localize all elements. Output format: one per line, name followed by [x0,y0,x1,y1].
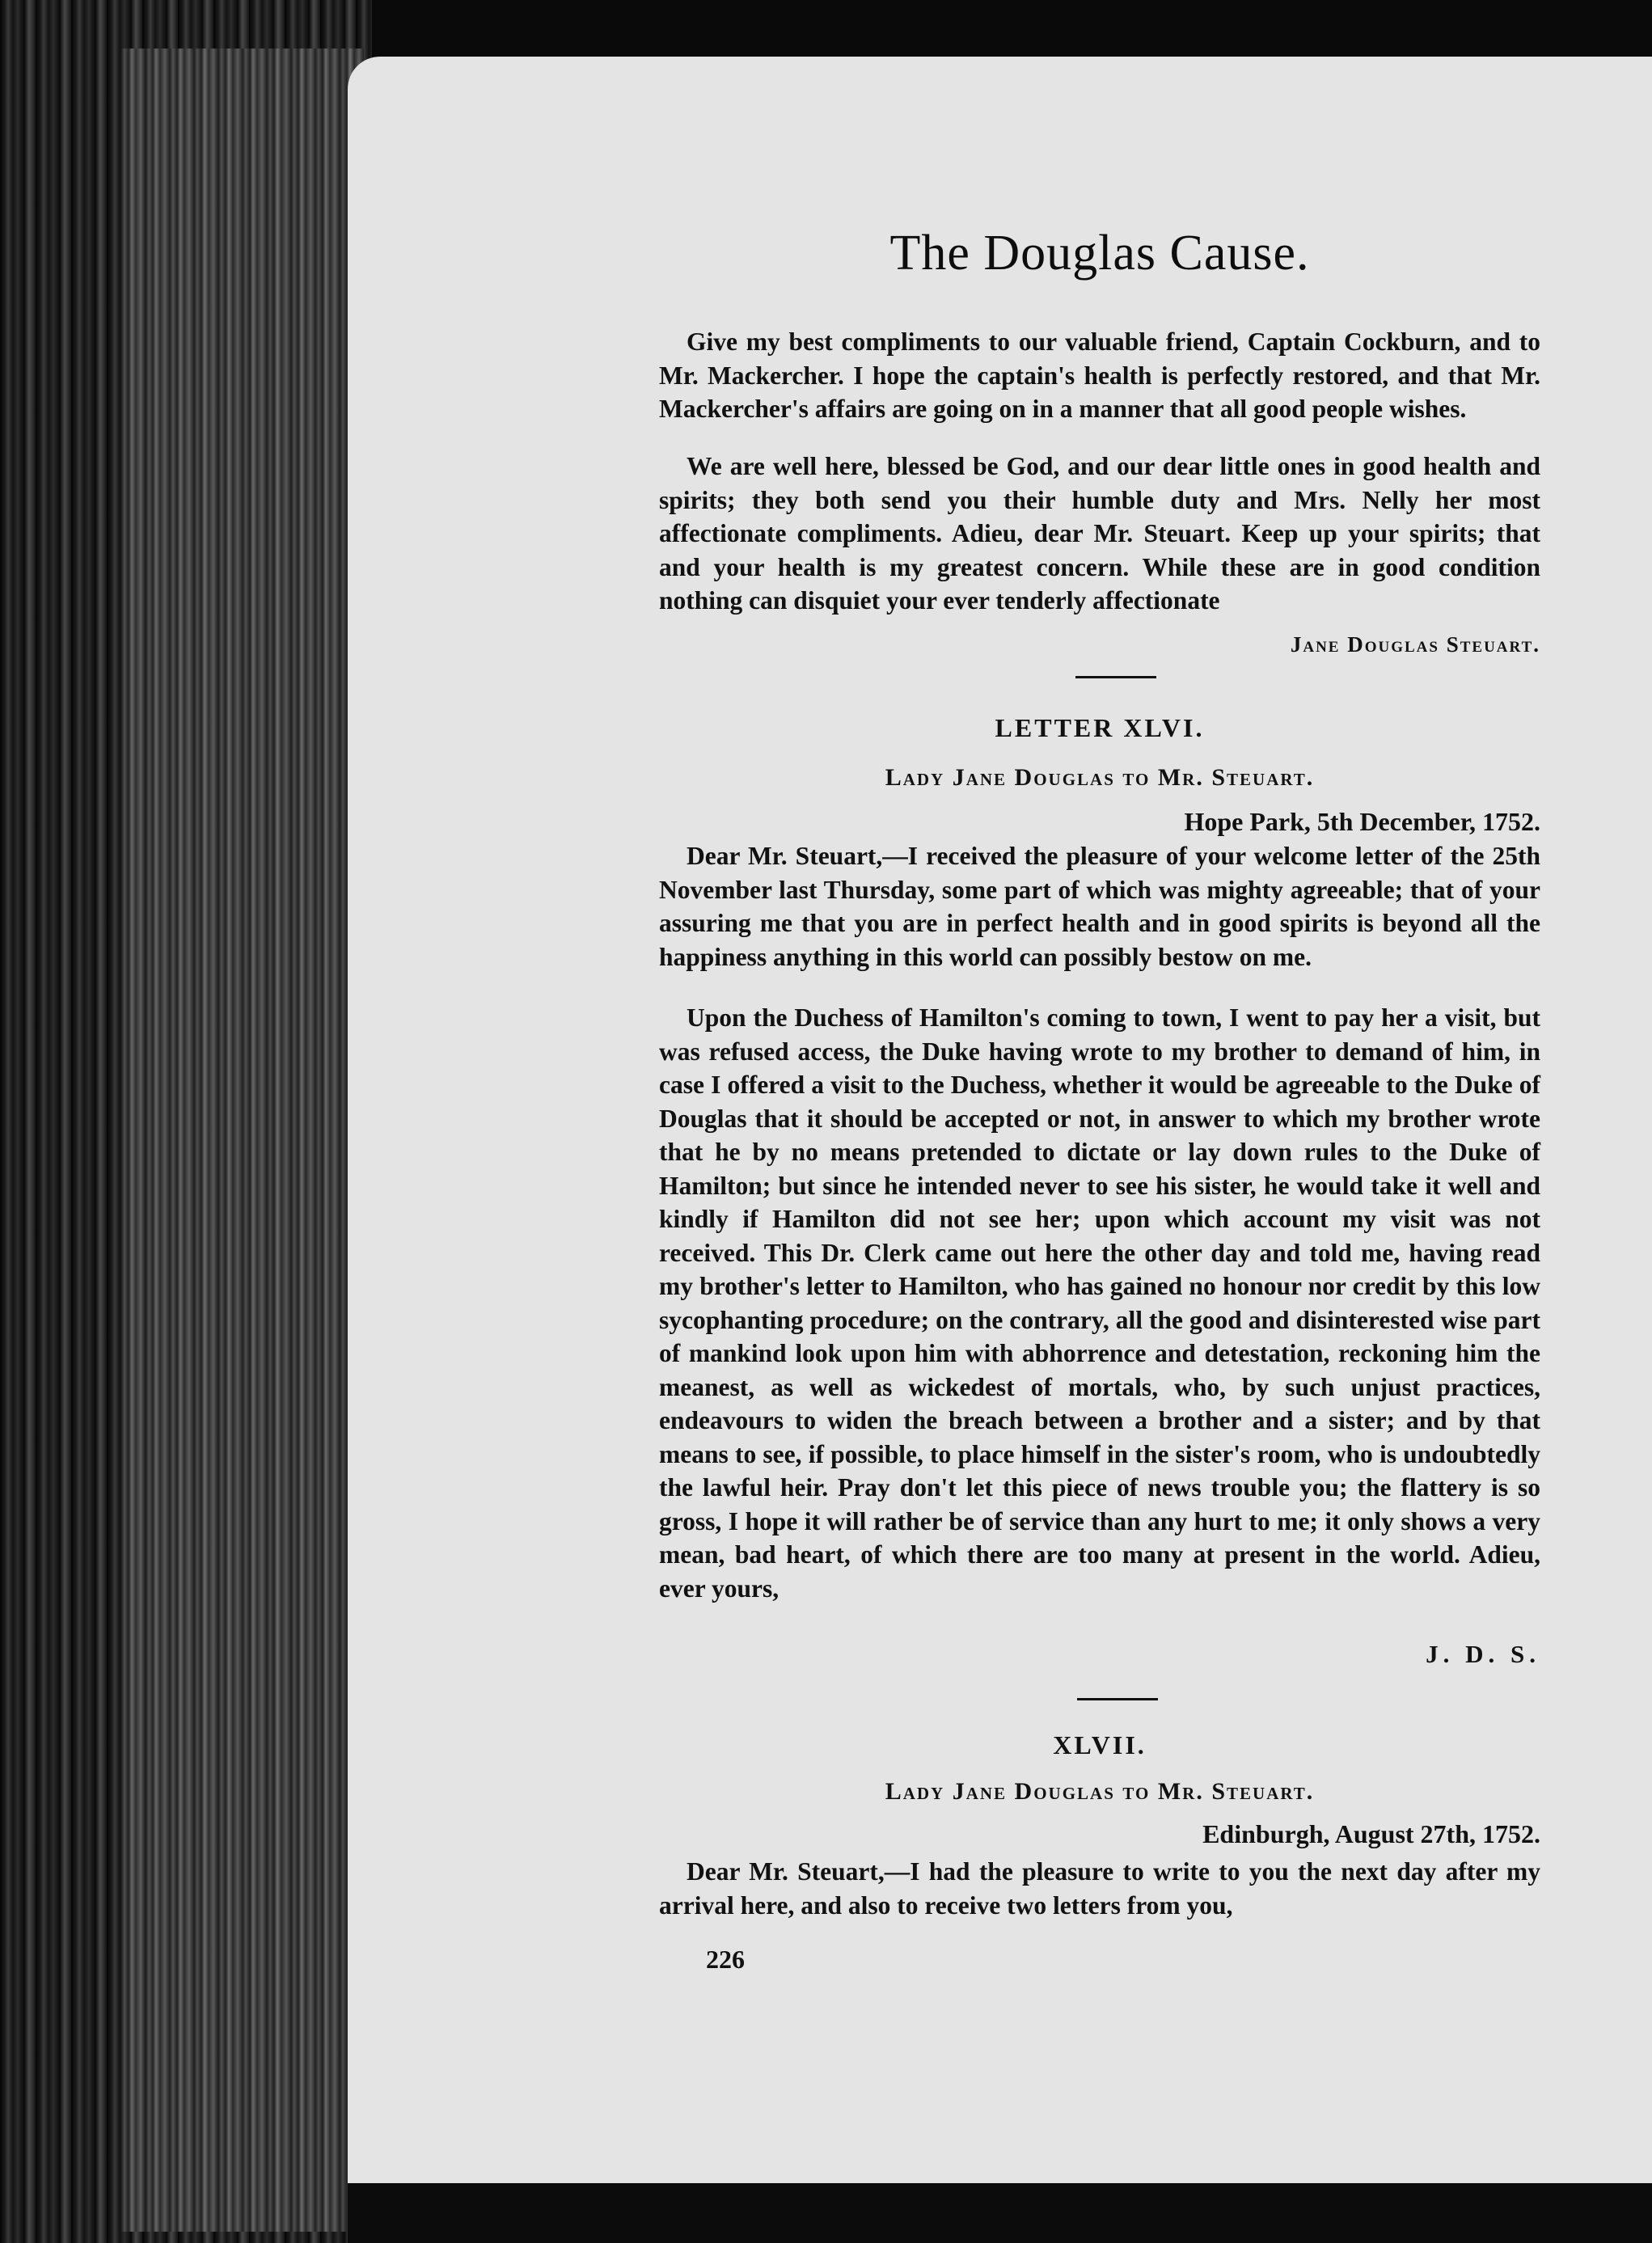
letter-46-subtitle: Lady Jane Douglas to Mr. Steuart. [885,764,1315,791]
running-head: The Douglas Cause. [889,226,1310,281]
section-rule-1 [1075,676,1156,678]
letter-46-title: LETTER XLVI. [995,713,1205,742]
page-bottom-shadow [348,2183,1652,2243]
opening-paragraph-1: Give my best compliments to our valuable friend, Captain Cockburn, and to Mr. Mackercher. I hope the captain's health is perfectly restored, and that Mr. Mackercher's affairs are going on in a manner that all good people wishes. [659,327,1540,423]
opening-signature: Jane Douglas Steuart. [1290,632,1540,657]
letter-46-dateline: Hope Park, 5th December, 1752. [1184,807,1540,836]
letter-47-subtitle: Lady Jane Douglas to Mr. Steuart. [885,1778,1315,1805]
letter-47-dateline: Edinburgh, August 27th, 1752. [1202,1819,1540,1848]
page-number: 226 [706,1945,745,1974]
letter-46-signature: J. D. S. [1426,1640,1540,1668]
section-rule-2 [1077,1698,1158,1700]
letter-47-paragraph-1: Dear Mr. Steuart,—I had the pleasure to write to you the next day after my arrival here, and also to receive two letters from you, [659,1857,1540,1920]
letter-47-title: XLVII. [1053,1730,1147,1759]
letter-46-paragraph-2: Upon the Duchess of Hamilton's coming to town, I went to pay her a visit, but was refused access, the Duke having wrote to my brother to demand of him, in case I offered a visit to the Duchess, whether it would be agreeable to the Duke of Douglas that it should be accepted or not, in answer to which my brother wrote that he by no means pretended to dictate or lay down rules to the Duke of Hamilton; but since he intended never to see his sister, he would take it well and kindly if Hamilton did not see her; upon which account my visit was not received. This Dr. Clerk came out here the other day and told me, having read my brother's letter to Hamilton, who has gained no honour nor credit by this low sycophanting procedure; on the contrary, all the good and disinterested wise part of mankind look upon him with abhorrence and detestation, reckoning him the meanest, as well as wickedest of mortals, who, by such unjust practices, endeavours to widen the breach between a brother and a sister; and by that means to see, if possible, to place himself in the sister's room, who is undoubtedly the lawful heir. Pray don't let this piece of news trouble you; the flattery is so gross, I hope it will rather be of service than any hurt to me; it only shows a very mean, bad heart, of which there are too many at present in the world. Adieu, ever yours, [659,1003,1540,1603]
opening-paragraph-2: We are well here, blessed be God, and our dear little ones in good health and spirits; they both send you their humble duty and Mrs. Nelly her most affectionate compliments. Adieu, dear Mr. Steuart. Keep up your spirits; that and your health is my greatest concern. While these are in good condition nothing can disquiet your ever tenderly affectionate [659,452,1540,615]
letter-46-paragraph-1: Dear Mr. Steuart,—I received the pleasure of your welcome letter of the 25th November last Thursday, some part of which was mighty agreeable; that of your assuring me that you are in perfect health and in good spirits is beyond all the happiness anything in this world can possibly bestow on me. [659,842,1540,971]
page-edges [121,49,364,2232]
